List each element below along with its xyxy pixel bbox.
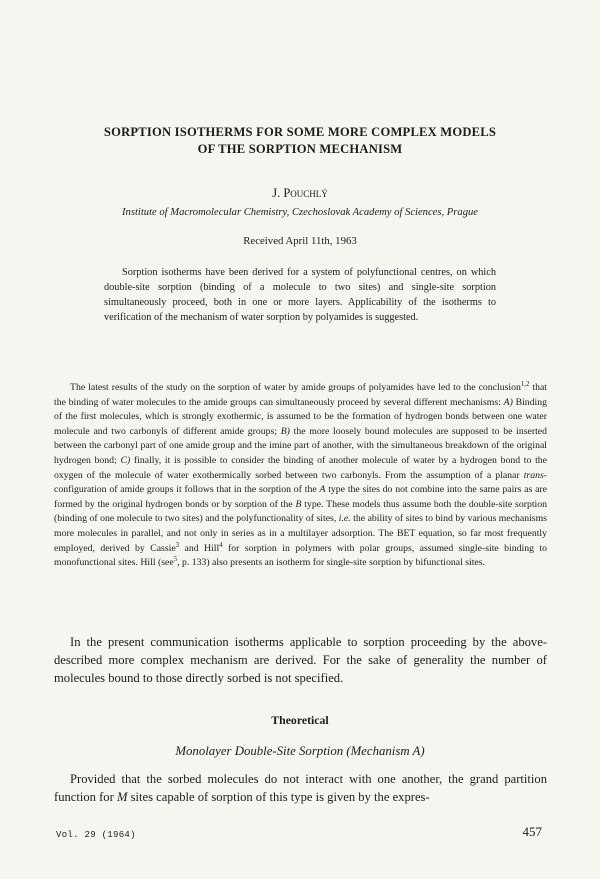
title-line-2: OF THE SORPTION MECHANISM bbox=[197, 142, 403, 156]
citation-1-2: 1,2 bbox=[520, 380, 530, 388]
theory-paragraph: Provided that the sorbed molecules do not interact with one another, the grand partition function for M sites capable of sorption of this type is given by the expres- bbox=[54, 772, 547, 804]
author-initial: J. bbox=[272, 186, 284, 200]
author bbox=[0, 186, 600, 201]
section-heading: Theoretical bbox=[271, 713, 329, 727]
citation-3: 3 bbox=[175, 541, 180, 549]
affiliation: Institute of Macromolecular Chemistry, Czechoslovak Academy of Sciences, Prague bbox=[122, 207, 478, 218]
citation-4: 4 bbox=[219, 541, 223, 549]
introduction-paragraph: The latest results of the study on the sorption of water by amide groups of polyamides have led to the conclusion$^{1,2}$ that the binding of water molecules to the amide groups can simultaneously proceed by several different mechanisms: A) Binding of the first molecules, which is strongly exothermic, is assumed to be the formation of hydrogen bonds between one water molecule and two carbonyls of different amide groups; B) the more loosely bound molecules are supposed to be inserted between the carbonyl part of one amide group and the imine part of another, with the simultaneous breakdown of the original hydrogen bond; C) finally, it is possible to consider the binding of another molecule of water by a hydrogen bond to the oxygen of the molecule of water exothermically sorbed between two carbonyls. From the assumption of a planar trans-configuration of amide groups it follows that in the sorption of the A type the sites do not combine into the same pairs as are formed by the original hydrogen bonds or by sorption of the B type. These models thus assume both the double-site sorption (binding of one molecule to two sites) and the polyfunctionality of sites, i.e. the ability of sites to bind by various mechanisms more molecules in parallel, and not only in series as in a multilayer adsorption. The BET equation, so far most frequently employed, derived by Cassie$^3$ and Hill$^4$ for sorption in polymers with polar groups, assumed single-site binding to monofunctional sites. Hill (see$^5$, p. 133) also presents an isotherm for single-site sorption by bifunctional sites. bbox=[54, 380, 548, 569]
received-date: Received April 11th, 1963 bbox=[243, 235, 357, 247]
scope-paragraph: In the present communication isotherms applicable to sorption proceeding by the above-described more complex mechanism are derived. For the sake of generality the number of molecules bound to those directly sorbed is not specified. bbox=[54, 635, 547, 685]
author-name: Pouchlý bbox=[283, 186, 328, 200]
paper-title bbox=[40, 124, 560, 158]
citation-5: 5 bbox=[173, 555, 178, 563]
title-line-1: SORPTION ISOTHERMS FOR SOME MORE COMPLEX MODELS bbox=[103, 125, 497, 139]
abstract: Sorption isotherms have been derived for a system of polyfunctional centres, on which double-site sorption (binding of a molecule to two sites) and single-site sorption simultaneously proceed, both in one or more layers. Applicability of the isotherms to verification of the mechanism of water sorption by polyamides is suggested. bbox=[104, 267, 496, 323]
subsection-heading: Monolayer Double-Site Sorption (Mechanism A) bbox=[175, 744, 425, 758]
page-number: 457 bbox=[522, 824, 542, 839]
volume-footer: Vol. 29 (1964) bbox=[56, 830, 136, 840]
